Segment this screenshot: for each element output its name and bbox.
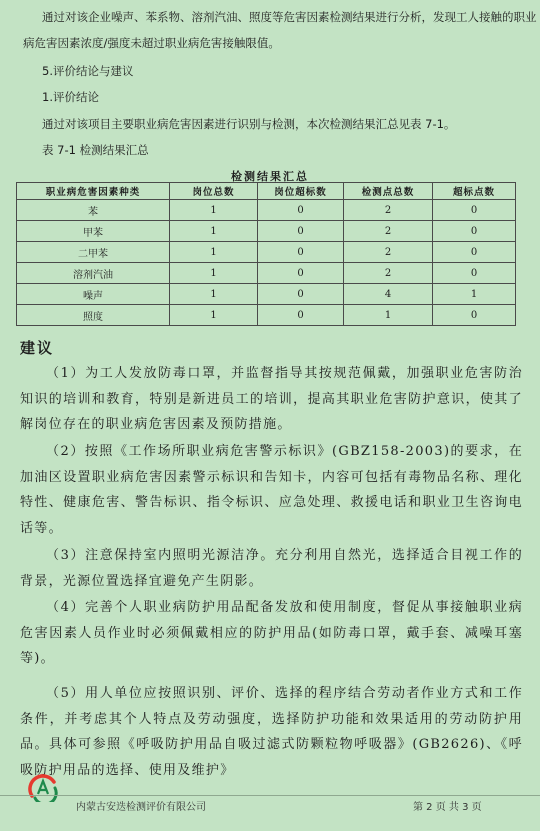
suggestion-item-3: （3）注意保持室内照明光源洁净。充分利用自然光，选择适合目视工作的背景，光源位置选择宜避免产生阴影。 (20, 548, 523, 589)
table-row (17, 242, 516, 263)
table-cell: 1 (433, 284, 516, 305)
header-post-count: 岗位总数 (170, 183, 258, 200)
table-cell: 1 (170, 200, 258, 221)
table-cell: 0 (433, 242, 516, 263)
table-cell: 苯 (17, 200, 170, 221)
table-cell: 甲苯 (17, 221, 170, 242)
header-point-exceed: 超标点数 (433, 183, 516, 200)
table-cell: 0 (433, 221, 516, 242)
table-caption: 检测结果汇总 (231, 170, 309, 183)
table-row (17, 200, 516, 221)
table-cell: 2 (344, 200, 433, 221)
table-row (17, 263, 516, 284)
table-row (17, 284, 516, 305)
header-hazard-type: 职业病危害因素种类 (17, 183, 170, 200)
table-row (17, 221, 516, 242)
table-cell: 4 (344, 284, 433, 305)
header-point-count: 检测点总数 (344, 183, 433, 200)
table-cell: 0 (258, 263, 344, 284)
suggestions-heading: 建议 (20, 339, 55, 357)
table-cell: 0 (258, 242, 344, 263)
intro-line-1: 通过对该企业噪声、苯系物、溶剂汽油、照度等危害因素检测结果进行分析，发现工人接触的职业 (42, 10, 537, 24)
table-cell: 0 (258, 221, 344, 242)
table-row (17, 305, 516, 326)
subsection-heading: 1.评价结论 (42, 90, 99, 104)
table-cell: 1 (170, 242, 258, 263)
footer-divider (0, 795, 540, 796)
table-cell: 2 (344, 221, 433, 242)
table-cell: 1 (170, 221, 258, 242)
table-cell: 0 (258, 284, 344, 305)
table-cell: 1 (170, 284, 258, 305)
table-cell: 0 (433, 305, 516, 326)
header-post-exceed: 岗位超标数 (258, 183, 344, 200)
table-cell: 0 (258, 305, 344, 326)
table-cell: 二甲苯 (17, 242, 170, 263)
summary-text: 通过对该项目主要职业病危害因素进行识别与检测，本次检测结果汇总见表 7-1。 (42, 117, 456, 131)
table-cell: 1 (170, 263, 258, 284)
table-cell: 噪声 (17, 284, 170, 305)
company-logo-icon (28, 772, 58, 802)
section-heading: 5.评价结论与建议 (42, 64, 134, 78)
table-cell: 照度 (17, 305, 170, 326)
table-cell: 0 (433, 200, 516, 221)
suggestion-item-5: （5）用人单位应按照识别、评价、选择的程序结合劳动者作业方式和工作条件，并考虑其个人特点及劳动强度，选择防护功能和效果适用的劳动防护用品。具体可参照《呼吸防护用品自吸过滤式防颗粒物呼吸器》(GB2626)、《呼吸防护用品的选择、使用及维护》 (20, 686, 523, 778)
table-cell: 2 (344, 263, 433, 284)
table-cell: 0 (258, 200, 344, 221)
table-cell: 2 (344, 242, 433, 263)
intro-line-2: 病危害因素浓度/强度未超过职业病危害接触限值。 (23, 36, 280, 50)
table-header-row (17, 183, 516, 200)
table-cell: 1 (344, 305, 433, 326)
table-cell: 1 (170, 305, 258, 326)
table-cell: 0 (433, 263, 516, 284)
suggestion-item-1: （1）为工人发放防毒口罩，并监督指导其按规范佩戴，加强职业危害防治知识的培训和教育，特别是新进员工的培训，提高其职业危害防护意识，使其了解岗位存在的职业病危害因素及预防措施。 (20, 366, 523, 433)
table-cell: 溶剂汽油 (17, 263, 170, 284)
suggestion-item-4: （4）完善个人职业病防护用品配备发放和使用制度，督促从事接触职业病危害因素人员作业时必须佩戴相应的防护用品(如防毒口罩，戴手套、减噪耳塞等)。 (20, 600, 523, 667)
footer-company: 内蒙古安迭检测评价有限公司 (76, 802, 206, 813)
results-table (16, 182, 516, 326)
table-label: 表 7-1 检测结果汇总 (42, 143, 149, 157)
suggestion-item-2: （2）按照《工作场所职业病危害警示标识》(GBZ158-2003)的要求，在加油区设置职业病危害因素警示标识和告知卡，内容可包括有毒物品名称、理化特性、健康危害、警告标识、指令标识、应急处理、救援电话和职业卫生咨询电话等。 (20, 444, 523, 536)
footer-page-number: 第 2 页 共 3 页 (413, 802, 482, 813)
